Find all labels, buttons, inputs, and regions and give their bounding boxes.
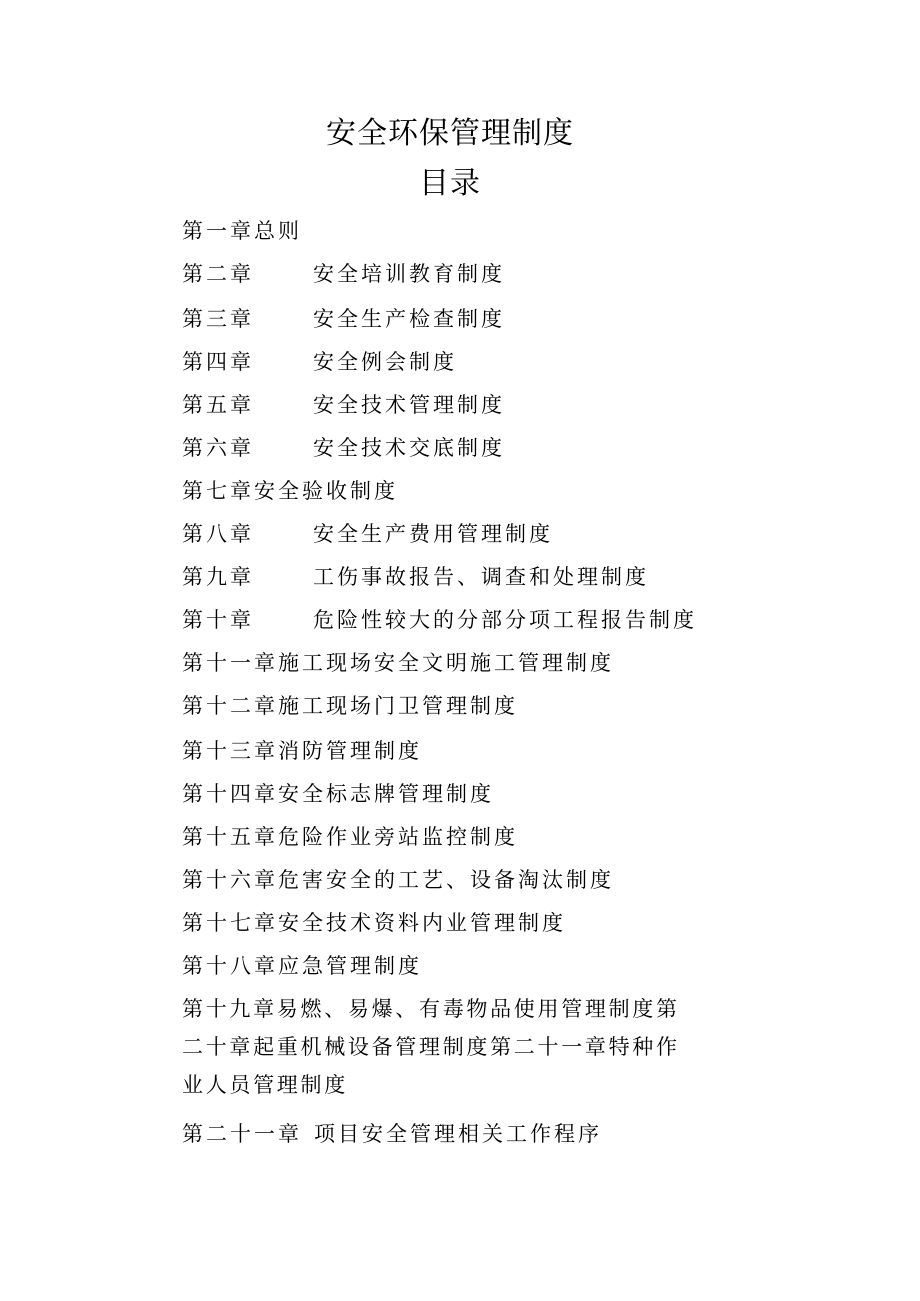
chapter-number: 第十二章 xyxy=(182,694,278,718)
chapter-title: 安全例会制度 xyxy=(313,350,457,374)
chapter-number: 第十章 xyxy=(182,608,254,632)
chapter-number: 第七章 xyxy=(182,479,254,503)
chapter-number: 第四章 xyxy=(182,350,254,374)
chapter-title: 危害安全的工艺、设备淘汰制度 xyxy=(278,868,614,892)
document-title: 安全环保管理制度 xyxy=(326,116,574,151)
chapter-title: 危险性较大的分部分项工程报告制度 xyxy=(313,608,697,632)
chapter-number: 第二章 xyxy=(182,262,254,286)
chapter-title: 安全培训教育制度 xyxy=(313,262,505,286)
toc-entry-12 xyxy=(182,686,702,726)
chapter-number: 第二十一章 xyxy=(182,1122,302,1146)
toc-entry-16 xyxy=(182,860,702,900)
toc-entry-19 xyxy=(182,990,702,1104)
chapter-title: 项目安全管理相关工作程序 xyxy=(314,1122,602,1146)
chapter-title: 安全生产检查制度 xyxy=(313,307,505,331)
chapter-number: 第三章 xyxy=(182,307,254,331)
toc-entry-10 xyxy=(182,600,702,640)
toc-entry-3 xyxy=(182,299,702,339)
chapter-title: 工伤事故报告、调查和处理制度 xyxy=(313,565,649,589)
chapter-number: 第十一章 xyxy=(182,651,278,675)
chapter-number: 第五章 xyxy=(182,393,254,417)
toc-entry-6 xyxy=(182,428,702,468)
chapter-title: 安全标志牌管理制度 xyxy=(278,782,494,806)
chapter-number: 第九章 xyxy=(182,565,254,589)
chapter-number: 第十四章 xyxy=(182,782,278,806)
toc-entry-7 xyxy=(182,471,702,511)
chapter-title: 安全验收制度 xyxy=(254,479,398,503)
chapter-title: 安全技术交底制度 xyxy=(313,436,505,460)
toc-entry-13 xyxy=(182,731,702,771)
toc-entry-15 xyxy=(182,817,702,857)
chapter-number: 第十五章 xyxy=(182,825,278,849)
toc-entry-20 xyxy=(182,1114,702,1154)
chapter-number: 第十三章 xyxy=(182,739,278,763)
chapter-title: 第十九章易燃、易爆、有毒物品使用管理制度第二十章起重机械设备管理制度第二十一章特种作业人员管理制度 xyxy=(182,997,680,1097)
chapter-title: 危险作业旁站监控制度 xyxy=(278,825,518,849)
chapter-title: 安全技术资料内业管理制度 xyxy=(278,911,566,935)
chapter-title: 施工现场安全文明施工管理制度 xyxy=(278,651,614,675)
toc-entry-8 xyxy=(182,514,702,554)
toc-entry-14 xyxy=(182,774,702,814)
toc-entry-18 xyxy=(182,946,702,986)
chapter-title: 总则 xyxy=(254,219,302,243)
chapter-number: 第十六章 xyxy=(182,868,278,892)
chapter-number: 第十八章 xyxy=(182,954,278,978)
document-subtitle: 目录 xyxy=(419,166,481,201)
chapter-title: 应急管理制度 xyxy=(278,954,422,978)
toc-entry-4 xyxy=(182,342,702,382)
toc-entry-5 xyxy=(182,385,702,425)
chapter-number: 第六章 xyxy=(182,436,254,460)
toc-entry-9 xyxy=(182,557,702,597)
toc-entry-1 xyxy=(182,211,702,251)
toc-entry-11 xyxy=(182,643,702,683)
toc-entry-17 xyxy=(182,903,702,943)
chapter-number: 第一章 xyxy=(182,219,254,243)
chapter-title: 安全技术管理制度 xyxy=(313,393,505,417)
chapter-title: 安全生产费用管理制度 xyxy=(313,522,553,546)
chapter-title: 施工现场门卫管理制度 xyxy=(278,694,518,718)
chapter-number: 第八章 xyxy=(182,522,254,546)
toc-entry-2 xyxy=(182,254,702,294)
chapter-number: 第十七章 xyxy=(182,911,278,935)
chapter-title: 消防管理制度 xyxy=(278,739,422,763)
